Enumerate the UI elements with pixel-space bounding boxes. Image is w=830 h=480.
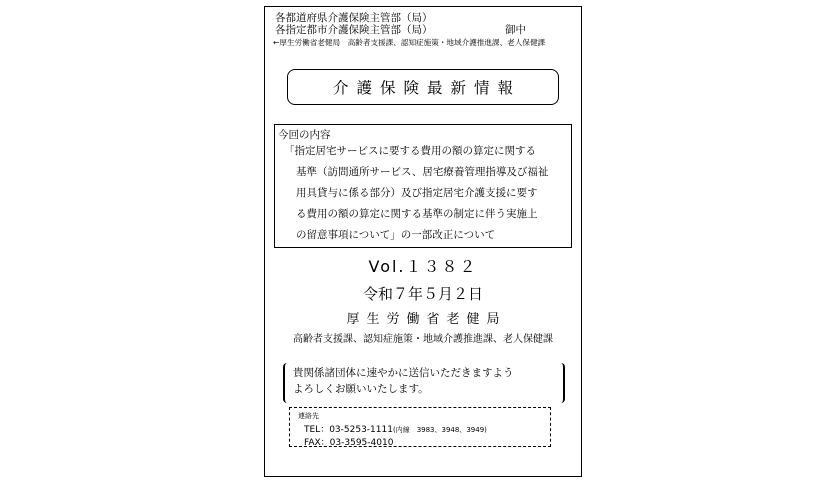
department-names: 高齢者支援課、認知症施策・地域介護推進課、老人保健課 [293,334,553,345]
document-page [264,6,582,477]
contents-line: る費用の額の算定に関する基準の制定に伴う実施上 [296,208,538,220]
notice-line: よろしくお願いいたします。 [293,383,429,395]
contents-heading: 今回の内容 [278,129,331,141]
contents-body [284,141,570,246]
addressee-prefectures: 各都道府県介護保険主管部（局） [275,12,433,24]
contact-box [289,407,551,447]
contact-tel [304,422,487,435]
forwarding-notice [283,363,565,403]
newsletter-title-text: 介護保険最新情報 [332,79,521,97]
contents-line: 基準（訪問通所サービス、居宅療養管理指導及び福祉 [296,166,549,178]
volume-number: Vol.１３８２ [368,257,478,276]
tel-number: TEL：03-5253-1111 [304,425,393,435]
addressee-cities: 各指定都市介護保険主管部（局） [275,24,433,36]
notice-line: 貴関係諸団体に速やかに送信いただきますよう [293,367,514,379]
sender-line: ←厚生労働省老健局 高齢者支援課、認知症施策・地域介護推進課、老人保健課 [273,38,546,47]
issue-date: 令和７年５月２日 [362,285,483,303]
contents-line: 「指定居宅サービスに要する費用の額の算定に関する [284,145,536,157]
contact-heading: 連絡先 [298,412,319,420]
contents-box [274,124,572,248]
newsletter-title [287,69,559,105]
contact-fax: FAX：03-3595-4010 [304,438,394,448]
addressee-onchu: 御中 [505,24,526,36]
contents-line: の留意事項について」の一部改正について [296,229,496,241]
contents-line: 用具貸与に係る部分）及び指定居宅介護支援に要す [296,187,538,199]
bureau-name: 厚生労働省老健局 [346,312,507,327]
notice-text [293,365,514,397]
tel-extensions: (内線 3983、3948、3949) [392,426,487,434]
